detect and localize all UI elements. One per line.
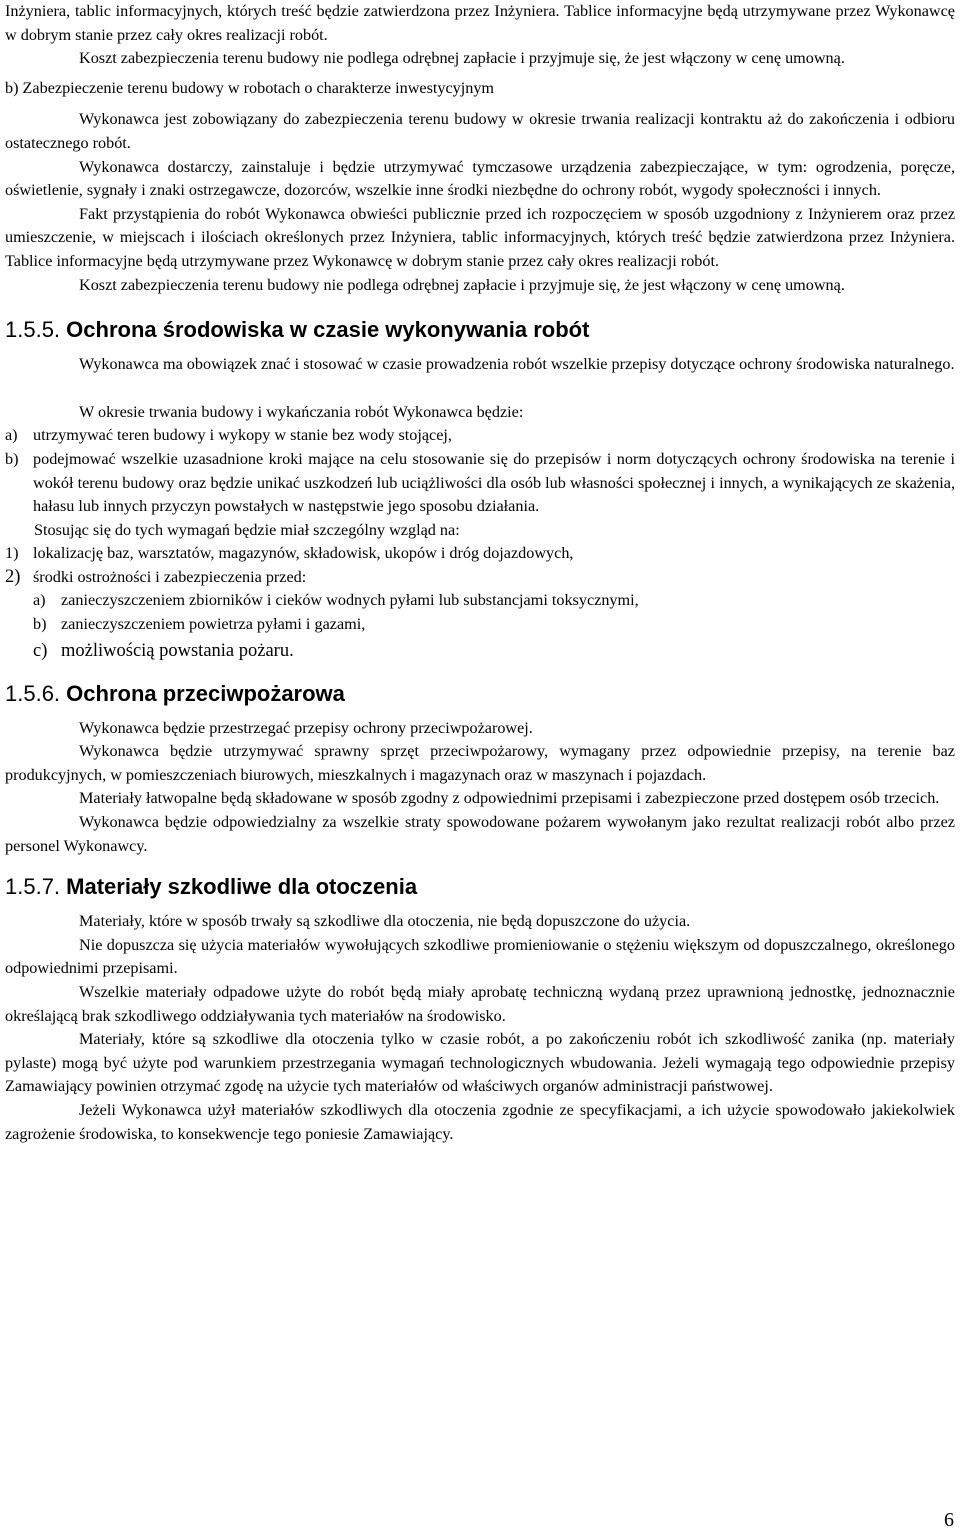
list-text: możliwością powstania pożaru. — [61, 640, 294, 661]
list-label: c) — [33, 640, 48, 661]
list-label: 2) — [5, 566, 21, 587]
list-label: 1) — [5, 544, 19, 563]
paragraph: Wykonawca będzie utrzymywać sprawny sprzęt przeciwpożarowy, wymagany przez odpowiednie przepisy, na terenie baz produkcyjnych, w pomieszczeniach biurowych, mieszkalnych i magazynach oraz w maszynach i pojazdach. — [5, 742, 955, 784]
list-label: a) — [33, 591, 46, 610]
paragraph: Jeżeli Wykonawca użył materiałów szkodliwych dla otoczenia zgodnie ze specyfikacjami, a ich użycie spowodowało jakiekolwiek zagrożenie środowiska, to konsekwencje tego poniesie Zamawiający. — [5, 1100, 955, 1143]
paragraph: W okresie trwania budowy i wykańczania robót Wykonawca będzie: — [79, 402, 524, 421]
list-text: środki ostrożności i zabezpieczenia przed: — [33, 567, 307, 586]
list-item — [5, 589, 955, 613]
section-heading-1-5-7 — [5, 872, 955, 902]
list-text: lokalizację baz, warsztatów, magazynów, składowisk, ukopów i dróg dojazdowych, — [33, 544, 574, 563]
paragraph: Wykonawca ma obowiązek znać i stosować w czasie prowadzenia robót wszelkie przepisy dotyczące ochrony środowiska naturalnego. — [79, 355, 955, 374]
paragraph: Koszt zabezpieczenia terenu budowy nie podlega odrębnej zapłacie i przyjmuje się, że jest włączony w cenę umowną. — [79, 49, 845, 68]
section-number: 1.5.7. — [5, 874, 61, 900]
paragraph: Nie dopuszcza się użycia materiałów wywołujących szkodliwe promieniowanie o stężeniu większym od dopuszczalnego, określonego odpowiednimi przepisami. — [5, 935, 955, 978]
paragraph: Stosując się do tych wymagań będzie miał szczególny wzgląd na: — [34, 520, 460, 539]
list-item — [5, 566, 955, 590]
paragraph: Wykonawca dostarczy, zainstaluje i będzie utrzymywać tymczasowe urządzenia zabezpieczające, w tym: ogrodzenia, poręcze, oświetlenie, sygnały i znaki ostrzegawcze, dozorców, wszelkie inne środki niezbędne do ochrony robót, wygody społeczności i innych. — [5, 157, 955, 200]
page-number: 6 — [944, 1509, 954, 1532]
section-title: Ochrona przeciwpożarowa — [66, 680, 345, 706]
paragraph: Wszelkie materiały odpadowe użyte do robót będą miały aprobatę techniczną wydaną przez uprawnioną jednostkę, jednoznacznie określającą brak szkodliwego oddziaływania tych materiałów na środowisko. — [5, 983, 955, 1025]
list-item — [5, 448, 955, 519]
paragraph: Fakt przystąpienia do robót Wykonawca obwieści publicznie przed ich rozpoczęciem w sposób uzgodniony z Inżynierem oraz przez umieszczenie, w miejscach i ilościach określonych przez Inżyniera, tablic informacyjnych, których treść będzie zatwierdzona przez Inżyniera. Tablice informacyjne będą utrzymywane przez Wykonawcę w dobrym stanie przez cały okres realizacji robót. — [5, 204, 955, 270]
list-item — [5, 637, 955, 665]
section-title: Materiały szkodliwe dla otoczenia — [66, 874, 418, 900]
section-heading-1-5-6 — [5, 679, 955, 709]
list-label: b) — [33, 615, 47, 634]
section-number: 1.5.5. — [5, 317, 61, 343]
list-item — [5, 613, 955, 637]
paragraph: Wykonawca jest zobowiązany do zabezpieczenia terenu budowy w okresie trwania realizacji kontraktu aż do zakończenia i odbioru ostatecznego robót. — [5, 110, 955, 152]
paragraph: Materiały łatwopalne będą składowane w sposób zgodny z odpowiednimi przepisami i zabezpieczone przed dostępem osób trzecich. — [79, 789, 940, 808]
paragraph: Wykonawca będzie przestrzegać przepisy ochrony przeciwpożarowej. — [79, 718, 533, 737]
document-page — [5, 0, 955, 1146]
list-text: podejmować wszelkie uzasadnione kroki mające na celu stosowanie się do przepisów i norm dotyczących ochrony środowiska na terenie i wokół terenu budowy oraz będzie unikać uszkodzeń lub uciążliwości dla osób lub własności społecznej i innych, a wynikających ze skażenia, hałasu lub innych przyczyn powstałych w następstwie jego sposobu działania. — [33, 449, 955, 516]
section-title: Ochrona środowiska w czasie wykonywania robót — [66, 317, 590, 343]
list-item — [5, 542, 955, 566]
paragraph: Wykonawca będzie odpowiedzialny za wszelkie straty spowodowane pożarem wywołanym jako rezultat realizacji robót albo przez personel Wykonawcy. — [5, 813, 955, 855]
paragraph: Koszt zabezpieczenia terenu budowy nie podlega odrębnej zapłacie i przyjmuje się, że jest włączony w cenę umowną. — [79, 275, 845, 294]
list-label: b) — [5, 449, 19, 468]
list-text: zanieczyszczeniem powietrza pyłami i gazami, — [61, 615, 366, 634]
subsection-heading-b: b) Zabezpieczenie terenu budowy w robotach o charakterze inwestycyjnym — [5, 78, 495, 97]
section-heading-1-5-5 — [5, 315, 955, 345]
section-number: 1.5.6. — [5, 680, 61, 706]
list-text: zanieczyszczeniem zbiorników i cieków wodnych pyłami lub substancjami toksycznymi, — [61, 591, 639, 610]
list-text: utrzymywać teren budowy i wykopy w stanie bez wody stojącej, — [33, 426, 452, 445]
paragraph: Inżyniera, tablic informacyjnych, których treść będzie zatwierdzona przez Inżyniera. Tablice informacyjne będą utrzymywane przez Wykonawcę w dobrym stanie przez cały okres realizacji robót. — [5, 2, 955, 44]
list-label: a) — [5, 426, 18, 445]
list-item — [5, 424, 955, 448]
paragraph: Materiały, które są szkodliwe dla otoczenia tylko w czasie robót, a po zakończeniu robót ich szkodliwość zanika (np. materiały pylaste) mogą być użyte pod warunkiem przestrzegania wymagań technologicznych wbudowania. Jeżeli wymagają tego odpowiednie przepisy Zamawiający powinien otrzymać zgodę na użycie tych materiałów od właściwych organów administracji państwowej. — [5, 1030, 955, 1096]
paragraph: Materiały, które w sposób trwały są szkodliwe dla otoczenia, nie będą dopuszczone do użycia. — [79, 912, 691, 931]
